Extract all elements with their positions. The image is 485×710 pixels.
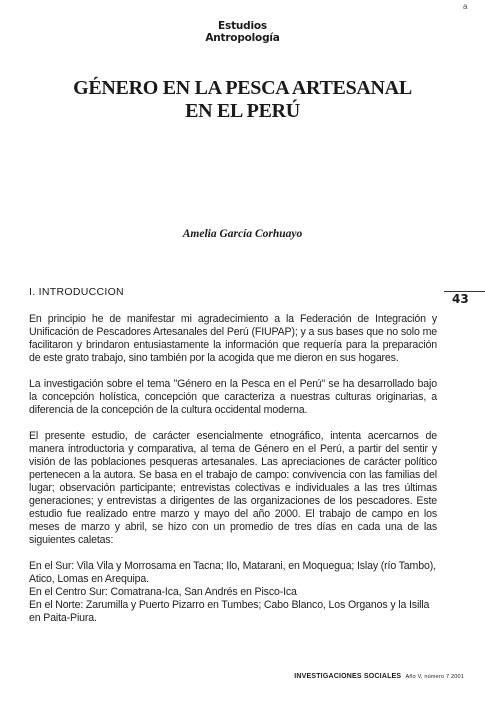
article-body (29, 313, 437, 625)
journal-footer (294, 673, 464, 680)
article-title-line2: EN EL PERÚ (185, 100, 300, 122)
author-name: Amelia García Corhuayo (182, 228, 303, 240)
place-north: En el Norte: Zarumilla y Puerto Pizarro en Tumbes; Cabo Blanco, Los Organos y la Isilla en Paita-Piura. (29, 599, 430, 624)
corner-mark: a (463, 2, 468, 11)
paragraph-concept: La investigación sobre el tema "Género en la Pesca en el Perú" se ha desarrollado bajo la concepción holística, concepción que caracteriza a nuestras culturas originarias, a diferencia de la concepción de la cultura occidental moderna. (29, 378, 437, 416)
page-number: 43 (452, 292, 469, 306)
section-label (0, 20, 485, 44)
paragraph-acknowledgement: En principio he de manifestar mi agradecimiento a la Federación de Integración y Unificación de Pescadores Artesanales del Perú (FIUPAP); y a sus bases que no solo me facilitaron y brindaron entusiastamente la información que requería para la preparación de este grato trabajo, sino también por la acogida que me dieron en sus hogares. (29, 313, 437, 364)
place-center-south: En el Centro Sur: Comatrana-Ica, San Andrés en Pisco-Ica (29, 586, 297, 598)
journal-name: INVESTIGACIONES SOCIALES (294, 673, 402, 680)
paragraph-study: El presente estudio, de carácter esencialmente etnográfico, intenta acercarnos de manera introductoria y comparativa, al tema de Género en el Perú, a partir del sentir y visión de las poblaciones pesqueras artesanales. Las apreciaciones de carácter político pertenecen a la autora. Se basa en el trabajo de campo: convivencia con las familias del lugar; observación participante; entrevistas colectivas e individuales a las tres últimas generaciones; y entrevistas a dirigentes de las organizaciones de los pescadores. Este estudio fue realizado entre marzo y mayo del año 2000. El trabajo de campo en los meses de marzo y abril, se hizo con un promedio de tres días en cada una de las siguientes caletas: (29, 430, 437, 546)
section-heading: I. INTRODUCCION (29, 286, 124, 298)
journal-issue: Año V, número 7 2001 (405, 674, 464, 680)
places-list (29, 560, 437, 625)
place-south: En el Sur: Vila Vila y Morrosama en Tacna; Ilo, Matarani, en Moquegua; Islay (río Tambo), Atico, Lomas en Arequipa. (29, 560, 436, 585)
article-title-line1: GÉNERO EN LA PESCA ARTESANAL (73, 77, 412, 99)
article-title (0, 77, 485, 123)
section-label-line2: Antropología (205, 32, 280, 44)
section-label-line1: Estudios (218, 20, 267, 32)
